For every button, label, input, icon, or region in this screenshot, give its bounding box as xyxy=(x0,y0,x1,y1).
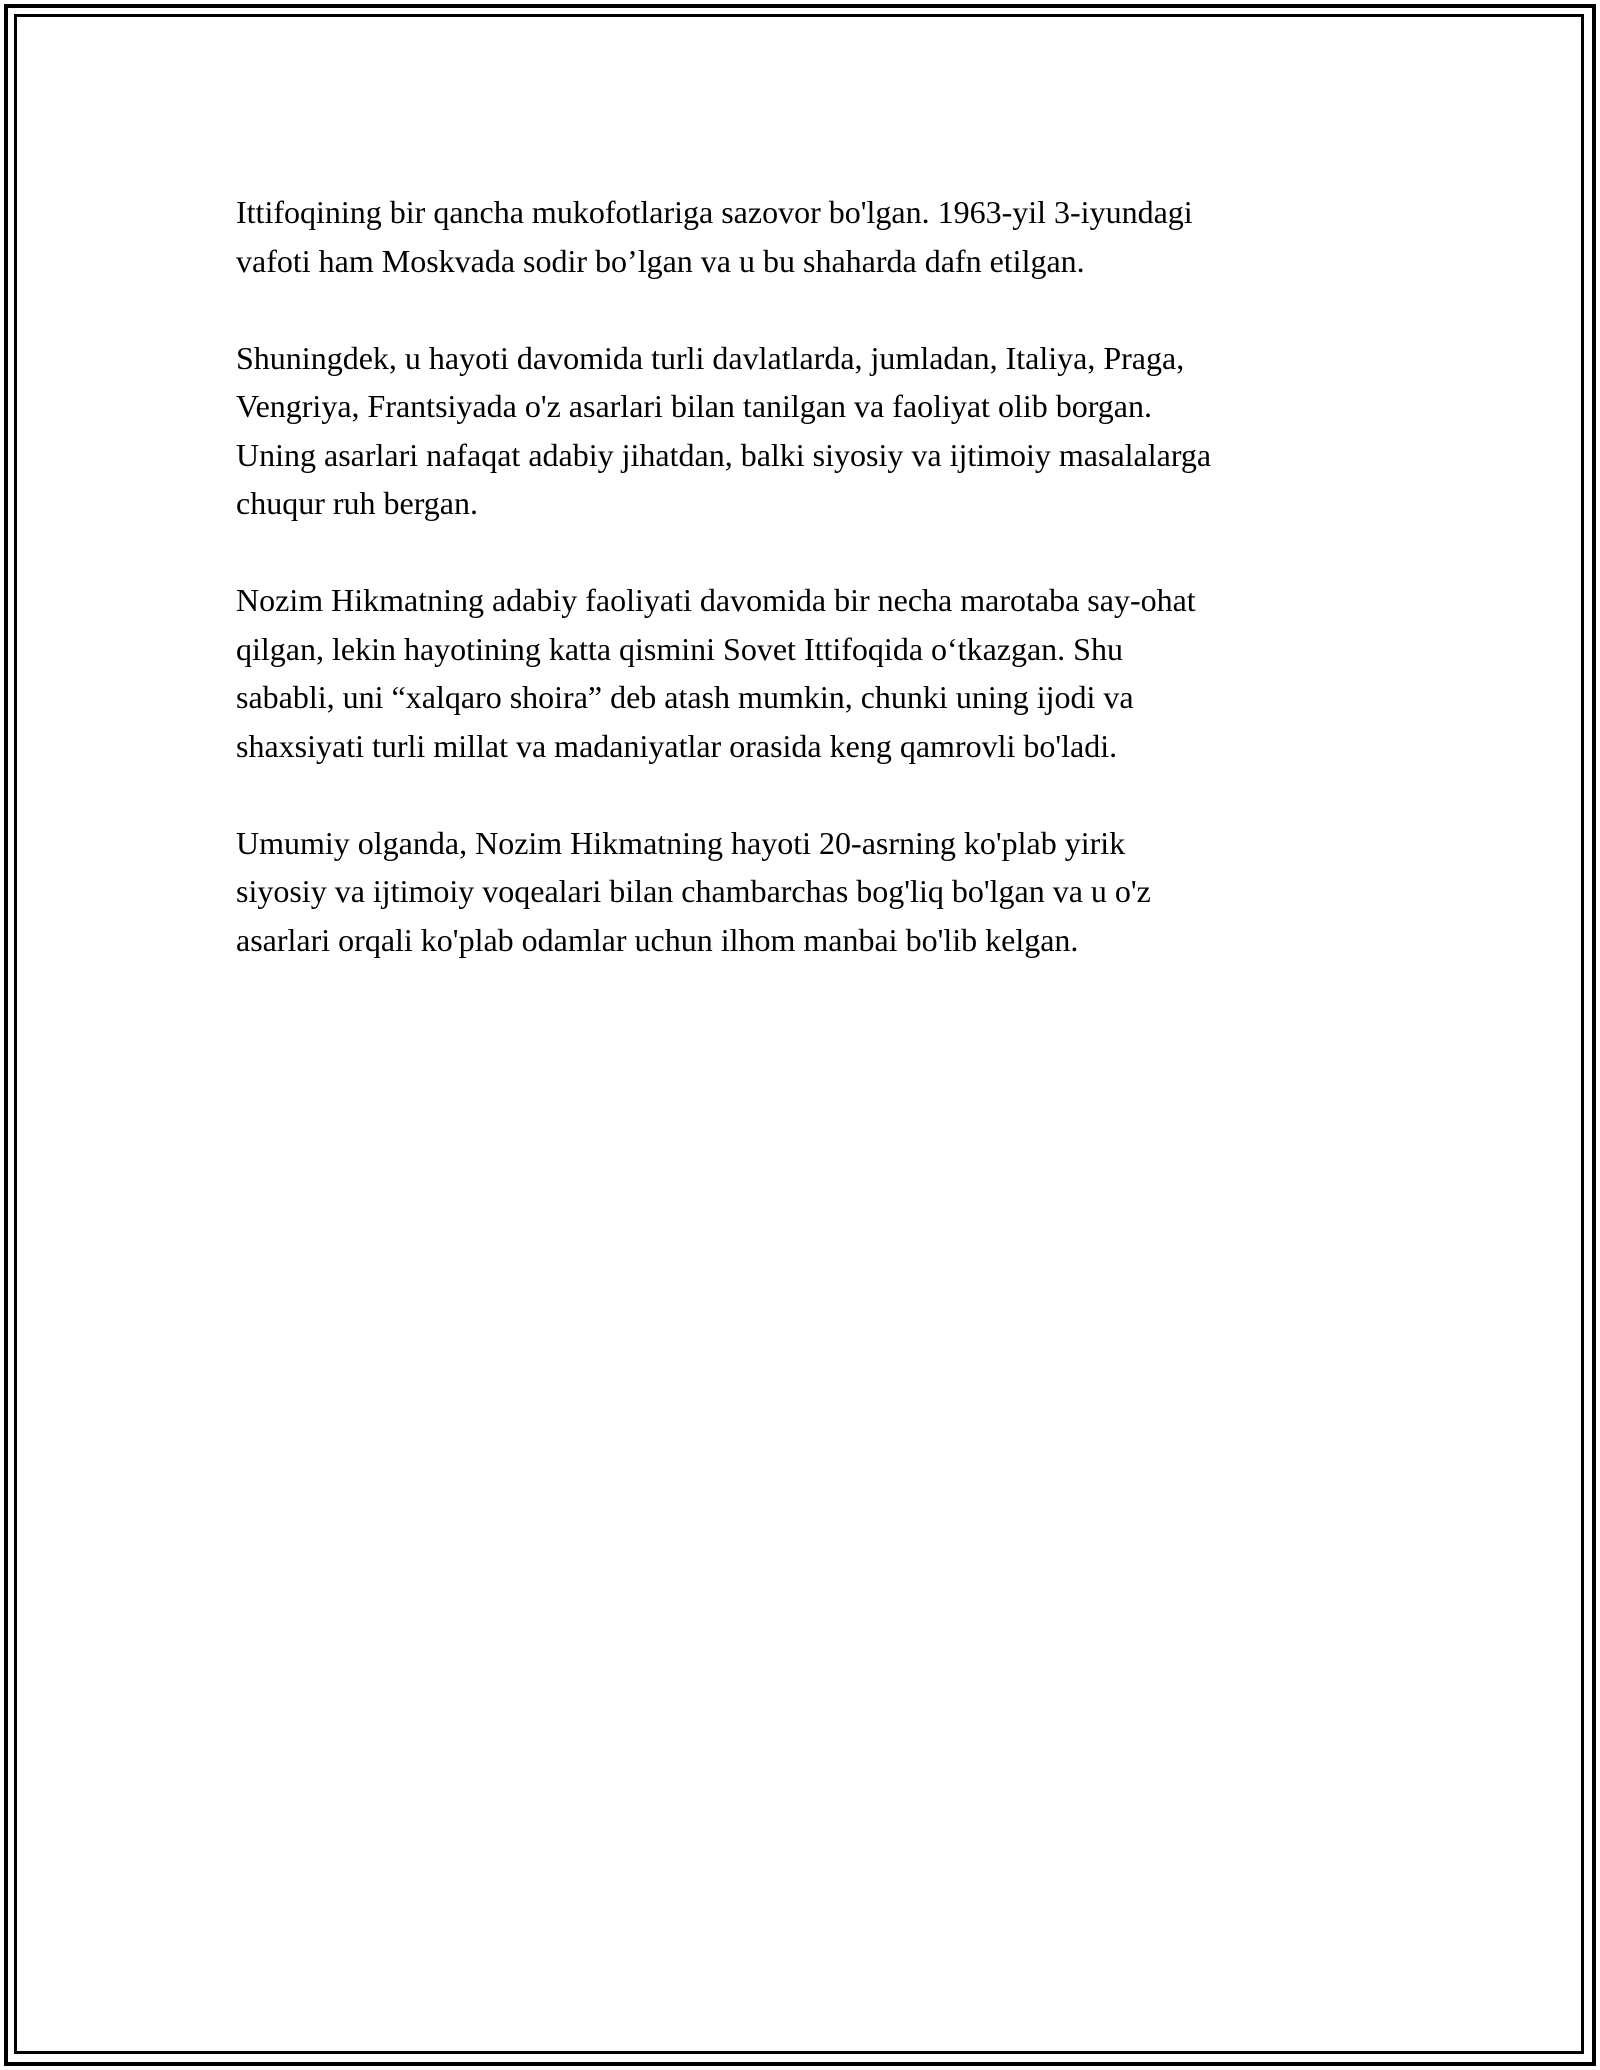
text-line: asarlari orqali ko'plab odamlar uchun ilhom manbai bo'lib kelgan. xyxy=(236,921,1079,958)
text-line: shaxsiyati turli millat va madaniyatlar orasida keng qamrovli bo'ladi. xyxy=(236,727,1118,764)
text-line: Shuningdek, u hayoti davomida turli davlatlarda, jumladan, Italiya, Praga, xyxy=(236,339,1185,376)
text-line: Uning asarlari nafaqat adabiy jihatdan, balki siyosiy va ijtimoiy masalalarga xyxy=(236,436,1212,473)
text-line: siyosiy va ijtimoiy voqealari bilan chambarchas bog'liq bo'lgan va u o'z xyxy=(236,873,1151,909)
text-line: sababli, uni “xalqaro shoira” deb atash mumkin, chunki uning ijodi va xyxy=(236,679,1134,715)
text-line: Vengriya, Frantsiyada o'z asarlari bilan tanilgan va faoliyat olib borgan. xyxy=(236,388,1152,424)
paragraph-3 xyxy=(236,576,1376,770)
paragraph-2 xyxy=(236,334,1376,528)
text-line: qilgan, lekin hayotining katta qismini Sovet Ittifoqida o‘tkazgan. Shu xyxy=(236,630,1123,667)
text-line: Umumiy olganda, Nozim Hikmatning hayoti 20-asrning ko'plab yirik xyxy=(236,824,1126,861)
paragraph-1 xyxy=(236,188,1376,285)
text-line: chuqur ruh bergan. xyxy=(236,485,478,521)
text-line: vafoti ham Moskvada sodir bo’lgan va u bu shaharda dafn etilgan. xyxy=(236,242,1085,279)
document-body xyxy=(236,188,1376,1013)
text-line: Nozim Hikmatning adabiy faoliyati davomida bir necha marotaba say-ohat xyxy=(236,582,1196,618)
text-line: Ittifoqining bir qancha mukofotlariga sazovor bo'lgan. 1963-yil 3-iyundagi xyxy=(236,194,1193,230)
paragraph-4 xyxy=(236,819,1376,965)
